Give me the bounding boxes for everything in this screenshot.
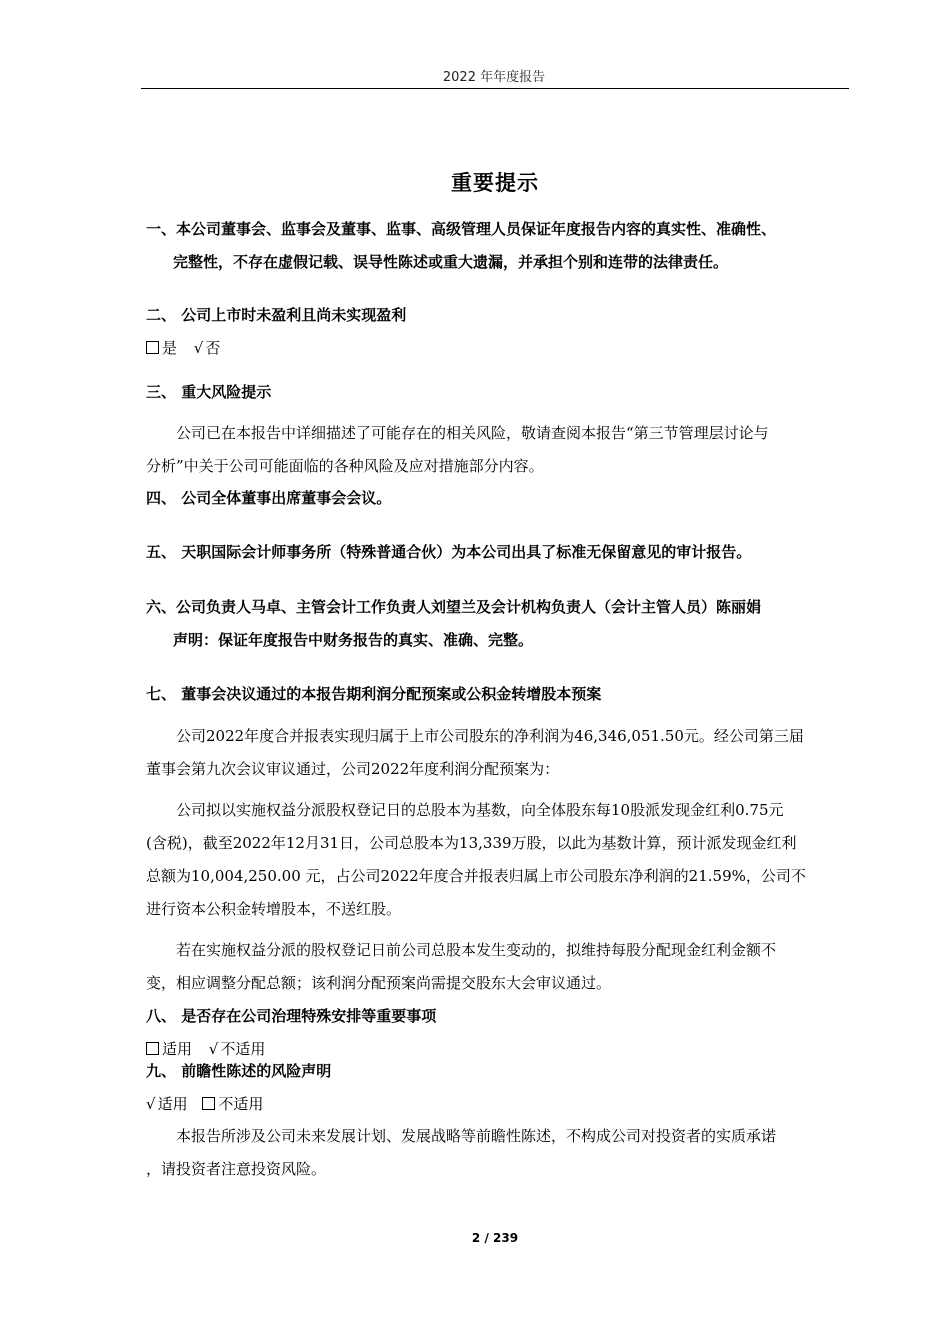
section-7-paragraph-1-line-1: 公司2022年度合并报表实现归属于上市公司股东的净利润为46,346,051.50元。经公司第三届 (176, 727, 804, 745)
section-7-paragraph-3-line-2: 变，相应调整分配总额；该利润分配预案尚需提交股东大会审议通过。 (146, 974, 612, 992)
section-1-line-1: 一、本公司董事会、监事会及董事、监事、高级管理人员保证年度报告内容的真实性、准确性、 (146, 220, 777, 238)
option-applicable-label: 适用 (162, 1040, 193, 1058)
section-9-line-1: 本报告所涉及公司未来发展计划、发展战略等前瞻性陈述，不构成公司对投资者的实质承诺 (176, 1127, 777, 1145)
page-title: 重要提示 (451, 171, 539, 195)
checkmark-icon: √ (208, 1040, 219, 1058)
section-5-heading: 五、 天职国际会计师事务所（特殊普通合伙）为本公司出具了标准无保留意见的审计报告。 (146, 543, 752, 561)
section-1-line-2: 完整性，不存在虚假记载、误导性陈述或重大遗漏，并承担个别和连带的法律责任。 (173, 253, 729, 271)
option-no-label: 否 (205, 339, 221, 357)
section-8-options (146, 1039, 265, 1059)
section-2-heading: 二、 公司上市时未盈利且尚未实现盈利 (146, 306, 407, 324)
section-3-line-2: 分析”中关于公司可能面临的各种风险及应对措施部分内容。 (146, 457, 544, 475)
section-7-paragraph-3-line-1: 若在实施权益分派的股权登记日前公司总股本发生变动的，拟维持每股分配现金红利金额不 (176, 941, 777, 959)
section-8-heading: 八、 是否存在公司治理特殊安排等重要事项 (146, 1007, 437, 1025)
running-header: 2022 年年度报告 (442, 70, 546, 85)
section-2-options (146, 338, 220, 358)
checkmark-icon: √ (146, 1095, 156, 1113)
section-7-paragraph-2-line-2: (含税)，截至2022年12月31日，公司总股本为13,339万股，以此为基数计算，预计派发现金红利 (146, 834, 797, 852)
section-7-paragraph-2-line-4: 进行资本公积金转增股本，不送红股。 (146, 900, 402, 918)
checkbox-unchecked-icon (146, 1042, 159, 1055)
section-7-paragraph-2-line-3: 总额为10,004,250.00 元，占公司2022年度合并报表归属上市公司股东净利润的21.59%，公司不 (146, 867, 806, 885)
section-7-paragraph-2-line-1: 公司拟以实施权益分派股权登记日的总股本为基数，向全体股东每10股派发现金红利0.75元 (176, 801, 784, 819)
section-3-line-1: 公司已在本报告中详细描述了可能存在的相关风险，敬请查阅本报告“第三节管理层讨论与 (176, 424, 769, 442)
checkmark-icon: √ (193, 339, 204, 357)
option-applicable-label: 适用 (157, 1095, 188, 1113)
section-9-heading: 九、 前瞻性陈述的风险声明 (146, 1062, 332, 1080)
option-not-applicable-label: 不适用 (220, 1040, 266, 1058)
section-3-heading: 三、 重大风险提示 (146, 383, 272, 401)
section-6-line-2: 声明：保证年度报告中财务报告的真实、准确、完整。 (173, 631, 534, 649)
section-7-paragraph-1-line-2: 董事会第九次会议审议通过，公司2022年度利润分配预案为： (146, 760, 560, 778)
page-number: 2 / 239 (471, 1231, 519, 1245)
section-9-options (146, 1094, 263, 1114)
option-yes-label: 是 (162, 339, 178, 357)
section-6-line-1: 六、公司负责人马卓、主管会计工作负责人刘望兰及会计机构负责人（会计主管人员）陈丽娟 (146, 598, 762, 616)
section-9-line-2: ，请投资者注意投资风险。 (146, 1160, 327, 1178)
checkbox-unchecked-icon (202, 1097, 215, 1110)
section-4-heading: 四、 公司全体董事出席董事会会议。 (146, 489, 392, 507)
checkbox-unchecked-icon (146, 341, 159, 354)
option-not-applicable-label: 不适用 (218, 1095, 264, 1113)
section-7-heading: 七、 董事会决议通过的本报告期利润分配预案或公积金转增股本预案 (146, 685, 602, 703)
header-rule (141, 88, 849, 89)
